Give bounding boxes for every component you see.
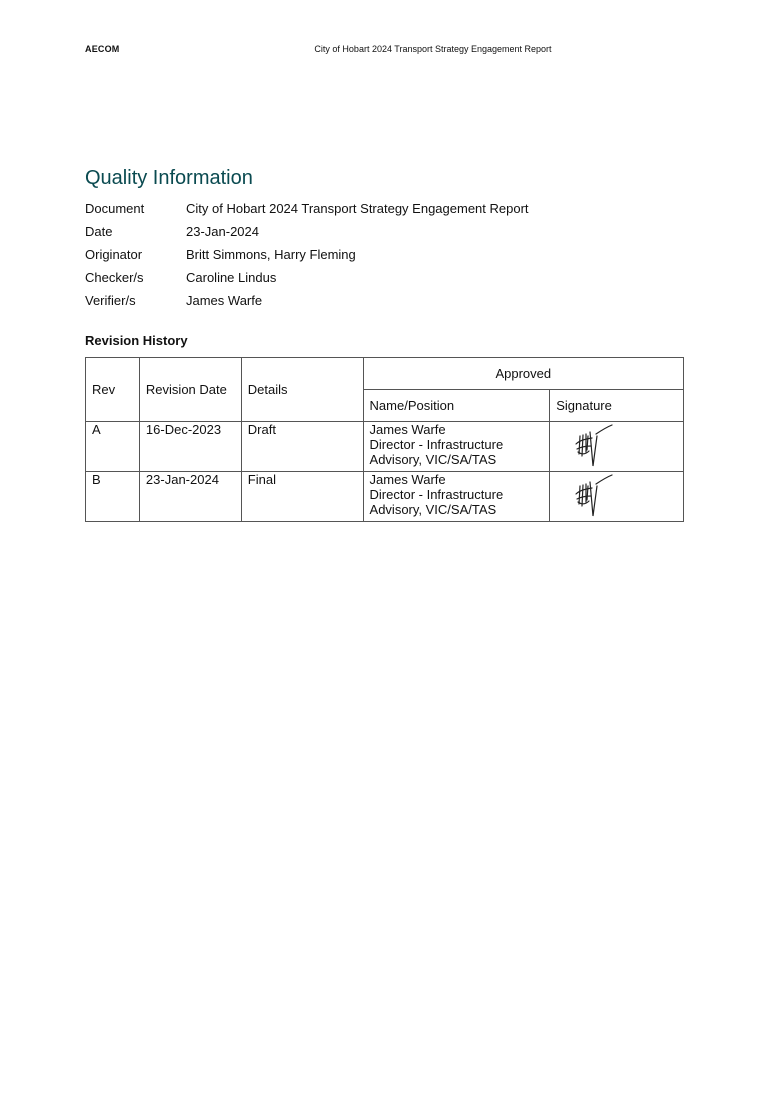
- info-label: Date: [85, 224, 113, 239]
- cell-date: 16-Dec-2023: [139, 422, 241, 472]
- signature-icon: [566, 472, 614, 520]
- header-rev: Rev: [86, 358, 140, 422]
- signature-icon: [566, 422, 614, 470]
- revision-history-table: [85, 357, 684, 522]
- info-label: Verifier/s: [85, 293, 136, 308]
- header-signature: Signature: [550, 390, 684, 422]
- cell-rev: A: [86, 422, 140, 472]
- cell-name-position: [363, 472, 550, 522]
- revision-history-heading: Revision History: [85, 333, 188, 348]
- header-name-position: Name/Position: [363, 390, 550, 422]
- info-row-verifier: [85, 289, 529, 312]
- info-label: Document: [85, 201, 145, 216]
- info-value: Britt Simmons, Harry Fleming: [186, 247, 356, 262]
- approver-name: James Warfe: [369, 472, 446, 487]
- cell-signature: [550, 422, 684, 472]
- header-approved: Approved: [363, 358, 683, 390]
- header-details: Details: [241, 358, 363, 422]
- cell-details: Final: [241, 472, 363, 522]
- approver-position-line2: Advisory, VIC/SA/TAS: [369, 502, 497, 517]
- approver-position-line1: Director - Infrastructure: [369, 437, 504, 452]
- table-header-row: [86, 358, 684, 390]
- table-row: [86, 422, 684, 472]
- company-name: AECOM: [85, 44, 120, 54]
- info-label: Checker/s: [85, 270, 144, 285]
- table-row: [86, 472, 684, 522]
- cell-signature: [550, 472, 684, 522]
- approver-name: James Warfe: [369, 422, 446, 437]
- cell-name-position: [363, 422, 550, 472]
- info-row-document: [85, 197, 529, 220]
- info-label: Originator: [85, 247, 143, 262]
- approver-position-line2: Advisory, VIC/SA/TAS: [369, 452, 497, 467]
- info-value: City of Hobart 2024 Transport Strategy Engagement Report: [186, 201, 529, 216]
- info-value: James Warfe: [186, 293, 263, 308]
- running-header-title: City of Hobart 2024 Transport Strategy Engagement Report: [314, 44, 552, 54]
- info-value: 23-Jan-2024: [186, 224, 259, 239]
- header-revision-date: Revision Date: [139, 358, 241, 422]
- info-value: Caroline Lindus: [186, 270, 277, 285]
- approver-position-line1: Director - Infrastructure: [369, 487, 504, 502]
- cell-details: Draft: [241, 422, 363, 472]
- info-row-originator: [85, 243, 529, 266]
- cell-rev: B: [86, 472, 140, 522]
- section-title: Quality Information: [85, 167, 253, 189]
- quality-info-list: [85, 197, 529, 312]
- cell-date: 23-Jan-2024: [139, 472, 241, 522]
- info-row-checker: [85, 266, 529, 289]
- info-row-date: [85, 220, 529, 243]
